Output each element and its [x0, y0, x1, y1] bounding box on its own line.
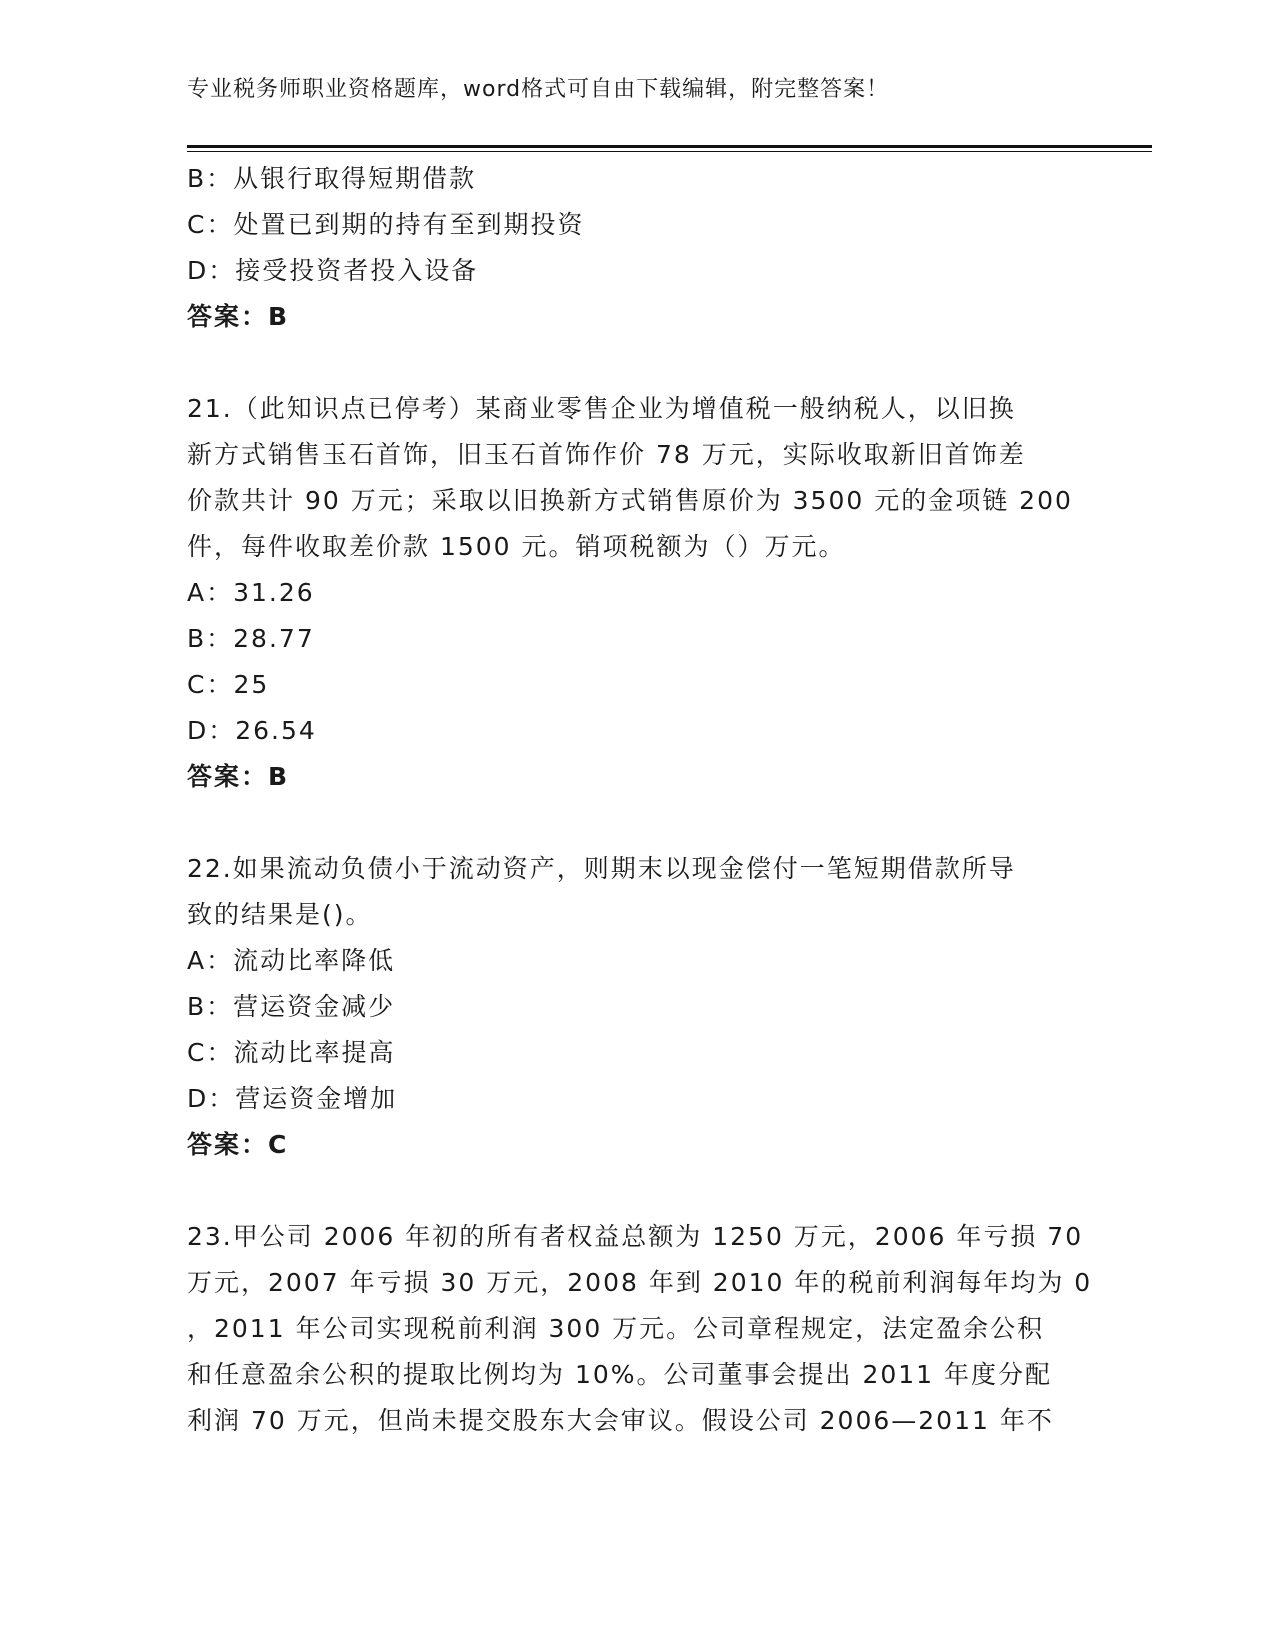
- q21-option-c: C：25: [187, 670, 270, 699]
- page-header: 专业税务师职业资格题库，word格式可自由下载编辑，附完整答案！: [187, 77, 890, 102]
- question-content: [187, 156, 1093, 1444]
- question-20: [187, 156, 1087, 340]
- spacer: [187, 800, 1087, 846]
- header-rule-thin: [187, 151, 1152, 152]
- q21-stem-line: 价款共计 90 万元；采取以旧换新方式销售原价为 3500 元的金项链 200: [187, 486, 1073, 515]
- q21-stem-line: 件，每件收取差价款 1500 元。销项税额为（）万元。: [187, 532, 846, 561]
- q20-answer: 答案：B: [187, 302, 290, 331]
- spacer: [187, 340, 1087, 386]
- q23-stem-line: 万元，2007 年亏损 30 万元，2008 年到 2010 年的税前利润每年均为 0: [187, 1268, 1093, 1297]
- question-22: [187, 846, 1087, 1168]
- q22-option-c: C：流动比率提高: [187, 1038, 396, 1067]
- q21-stem-line: 新方式销售玉石首饰，旧玉石首饰作价 78 万元，实际收取新旧首饰差: [187, 440, 1026, 469]
- q20-option-c: C：处置已到期的持有至到期投资: [187, 210, 585, 239]
- q20-option-d: D：接受投资者投入设备: [187, 256, 479, 285]
- q21-stem-line: 21.（此知识点已停考）某商业零售企业为增值税一般纳税人，以旧换: [187, 394, 1016, 423]
- q22-option-b: B：营运资金减少: [187, 992, 396, 1021]
- q23-stem-line: 利润 70 万元，但尚未提交股东大会审议。假设公司 2006—2011 年不: [187, 1406, 1054, 1435]
- q22-option-d: D：营运资金增加: [187, 1084, 398, 1113]
- q21-option-a: A：31.26: [187, 578, 315, 607]
- question-23: [187, 1214, 1093, 1444]
- q21-option-d: D：26.54: [187, 716, 317, 745]
- spacer: [187, 1168, 1087, 1214]
- q23-stem-line: 23.甲公司 2006 年初的所有者权益总额为 1250 万元，2006 年亏损 70: [187, 1222, 1084, 1251]
- q23-stem-line: ，2011 年公司实现税前利润 300 万元。公司章程规定，法定盈余公积: [187, 1314, 1045, 1343]
- q21-option-b: B：28.77: [187, 624, 315, 653]
- question-21: [187, 386, 1087, 800]
- q22-option-a: A：流动比率降低: [187, 946, 396, 975]
- q20-option-b: B：从银行取得短期借款: [187, 164, 477, 193]
- header-rule-thick: [187, 145, 1152, 148]
- q22-answer: 答案：C: [187, 1130, 289, 1159]
- q22-stem-line: 22.如果流动负债小于流动资产，则期末以现金偿付一笔短期借款所导: [187, 854, 1016, 883]
- q22-stem-line: 致的结果是()。: [187, 900, 373, 929]
- q23-stem-line: 和任意盈余公积的提取比例均为 10%。公司董事会提出 2011 年度分配: [187, 1360, 1053, 1389]
- q21-answer: 答案：B: [187, 762, 290, 791]
